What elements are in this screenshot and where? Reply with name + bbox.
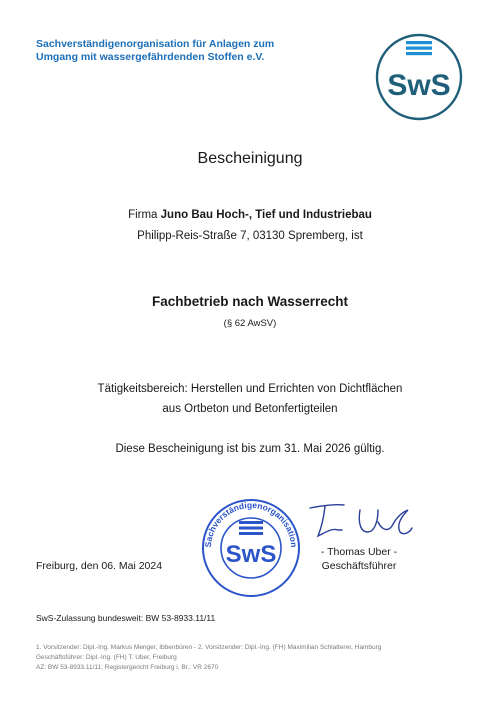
activity-line-2: aus Ortbeton und Betonfertigteilen xyxy=(162,403,338,415)
signer-name: - Thomas Uber - xyxy=(320,546,398,558)
validity-statement: Diese Bescheinigung ist bis zum 31. Mai 2026 gültig. xyxy=(115,443,385,455)
sws-logo xyxy=(374,32,464,122)
stamp-center-text: SwS xyxy=(225,541,277,568)
organization-name-line-2: Umgang mit wassergefährdenden Stoffen e.V. xyxy=(36,51,265,63)
certificate-title: Bescheinigung xyxy=(197,150,303,167)
signer-role: Geschäftsführer xyxy=(321,560,397,572)
signature xyxy=(300,498,418,542)
activity-line-1: Tätigkeitsbereich: Herstellen und Errichten von Dichtflächen xyxy=(97,383,403,395)
firma-prefix: Firma xyxy=(128,209,161,221)
company-name: Juno Bau Hoch-, Tief und Industriebau xyxy=(160,209,372,221)
certification-status: Fachbetrieb nach Wasserrecht xyxy=(151,294,349,309)
sws-stamp xyxy=(196,490,306,600)
stamp-ring-text: Sachverständigenorganisation xyxy=(202,499,300,548)
sws-logo-text: SwS xyxy=(387,69,451,102)
company-address: Philipp-Reis-Straße 7, 03130 Spremberg, ist xyxy=(137,230,363,242)
footer-line-3: AZ: BW 53-8933.11/11; Registergericht Freiburg i. Br.: VR 2670 xyxy=(36,664,219,671)
place-and-date: Freiburg, den 06. Mai 2024 xyxy=(36,560,163,572)
law-reference: (§ 62 AwSV) xyxy=(223,318,277,329)
organization-name xyxy=(36,38,274,64)
footer-line-1: 1. Vorsitzender: Dipl.-Ing. Markus Menger, Ibbenbüren - 2. Vorsitzender: Dipl.-Ing. (FH) Maximilian Schlatterer, Hamburg xyxy=(36,644,382,651)
organization-name-line-1: Sachverständigenorganisation für Anlagen zum xyxy=(36,38,275,50)
activity-scope xyxy=(0,379,500,419)
registration-number: SwS-Zulassung bundesweit: BW 53-8933.11/11 xyxy=(36,613,216,623)
footer xyxy=(36,643,466,673)
footer-line-2: Geschäftsführer: Dipl.-Ing. (FH) T. Uber, Freiburg xyxy=(36,654,177,661)
company-line xyxy=(0,209,500,221)
